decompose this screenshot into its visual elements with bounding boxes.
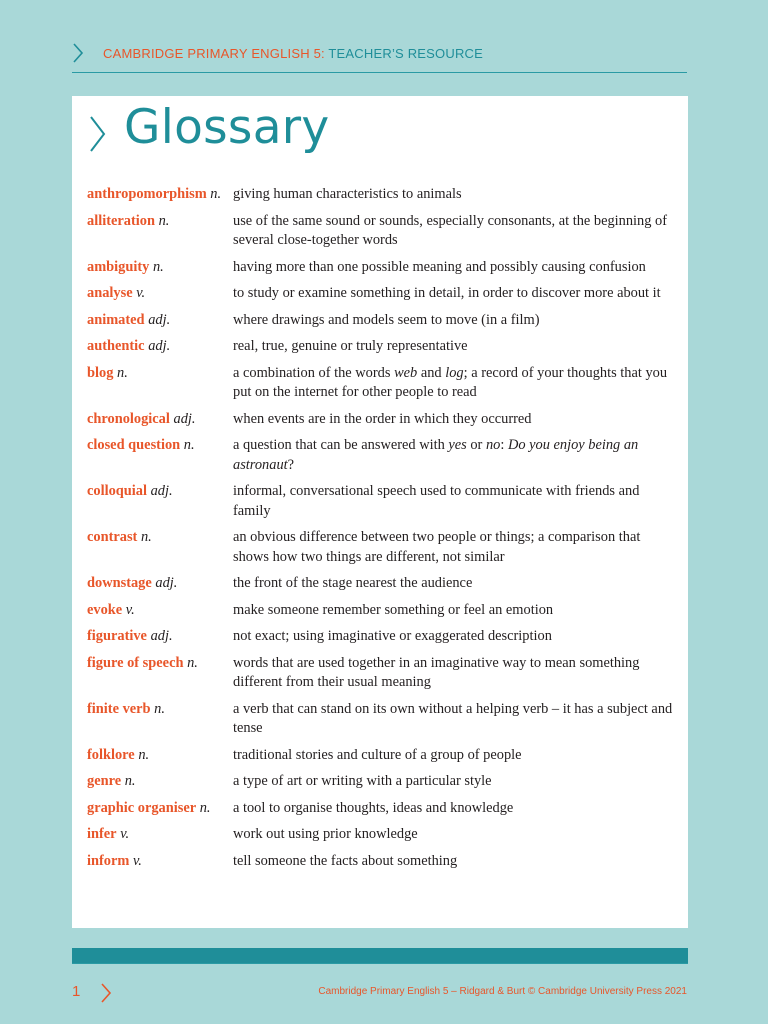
term-word: contrast <box>87 529 138 545</box>
header-title-resource: TEACHER’S RESOURCE <box>324 46 483 61</box>
glossary-definition: use of the same sound or sounds, especially consonants, at the beginning of several close-together words <box>233 212 668 248</box>
term-part-of-speech: n. <box>138 746 150 763</box>
term-part-of-speech: n. <box>152 258 164 275</box>
term-part-of-speech: n. <box>124 773 136 789</box>
glossary-entry <box>87 364 677 403</box>
glossary-term <box>87 185 233 205</box>
glossary-term <box>87 436 233 475</box>
term-part-of-speech: n. <box>199 799 211 816</box>
glossary-definition: traditional stories and culture of a group of people <box>233 746 522 763</box>
footer-divider <box>72 963 688 964</box>
glossary-definition: real, true, genuine or truly representative <box>233 338 468 354</box>
glossary-card <box>72 96 688 928</box>
glossary-definition: giving human characteristics to animals <box>233 186 462 202</box>
glossary-entry <box>87 852 677 872</box>
glossary-definition: the front of the stage nearest the audience <box>233 575 473 591</box>
term-part-of-speech: adj. <box>150 628 173 644</box>
term-part-of-speech: n. <box>117 364 128 381</box>
glossary-definition: a tool to organise thoughts, ideas and knowledge <box>233 799 514 816</box>
glossary-entry <box>87 528 677 567</box>
term-part-of-speech: adj. <box>148 338 171 354</box>
term-part-of-speech: adj. <box>150 483 173 499</box>
glossary-definition: a question that can be answered with yes or no: Do you enjoy being an astronaut? <box>233 437 639 473</box>
term-part-of-speech: n. <box>154 700 165 717</box>
glossary-term <box>87 311 233 331</box>
glossary-definition: make someone remember something or feel an emotion <box>233 601 554 618</box>
copyright-notice: Cambridge Primary English 5 – Ridgard & Burt © Cambridge University Press 2021 <box>318 986 687 997</box>
glossary-entry <box>87 436 677 475</box>
page-number: 1 <box>72 983 81 1000</box>
term-word: downstage <box>87 575 152 591</box>
term-word: finite verb <box>87 700 151 717</box>
term-word: closed question <box>87 437 181 453</box>
term-part-of-speech: v. <box>125 601 135 618</box>
glossary-entry <box>87 185 677 205</box>
glossary-term <box>87 601 233 621</box>
chevron-right-icon <box>88 114 108 154</box>
term-part-of-speech: n. <box>210 186 222 202</box>
glossary-definition: a combination of the words web and log; a record of your thoughts that you put on the internet for other people to read <box>233 364 668 400</box>
term-part-of-speech: n. <box>158 212 170 229</box>
term-word: colloquial <box>87 483 147 499</box>
glossary-term <box>87 337 233 357</box>
term-part-of-speech: adj. <box>173 410 196 427</box>
glossary-definition: when events are in the order in which they occurred <box>233 410 532 427</box>
term-word: chronological <box>87 410 170 427</box>
glossary-entry <box>87 410 677 430</box>
glossary-term <box>87 212 233 251</box>
term-word: folklore <box>87 746 135 763</box>
glossary-term <box>87 852 233 872</box>
header-title-book: CAMBRIDGE PRIMARY ENGLISH 5: <box>103 46 325 61</box>
term-word: figure of speech <box>87 654 184 671</box>
glossary-entry <box>87 574 677 594</box>
term-word: inform <box>87 852 130 869</box>
glossary-term <box>87 528 233 567</box>
glossary-entry <box>87 772 677 792</box>
glossary-entry <box>87 482 677 521</box>
glossary-definition: a type of art or writing with a particular style <box>233 773 492 789</box>
term-word: anthropomorphism <box>87 186 207 202</box>
glossary-entry <box>87 825 677 845</box>
glossary-entry <box>87 337 677 357</box>
term-word: alliteration <box>87 212 155 229</box>
term-part-of-speech: adj. <box>148 311 171 328</box>
term-word: graphic organiser <box>87 799 197 816</box>
glossary-entry <box>87 311 677 331</box>
glossary-definition: informal, conversational speech used to communicate with friends and family <box>233 483 640 519</box>
term-part-of-speech: adj. <box>155 575 178 591</box>
term-word: figurative <box>87 628 147 644</box>
glossary-entry <box>87 799 677 819</box>
glossary-term <box>87 654 233 693</box>
glossary-definition: not exact; using imaginative or exaggerated description <box>233 628 552 644</box>
glossary-entry <box>87 212 677 251</box>
header-title <box>103 46 483 61</box>
chevron-right-icon <box>72 42 84 64</box>
glossary-entry <box>87 258 677 278</box>
term-word: animated <box>87 311 145 328</box>
glossary-term <box>87 258 233 278</box>
running-header <box>72 40 687 73</box>
glossary-term <box>87 627 233 647</box>
glossary-term <box>87 799 233 819</box>
glossary-term <box>87 746 233 766</box>
glossary-list <box>87 185 677 878</box>
glossary-definition: words that are used together in an imaginative way to mean something different from their usual meaning <box>233 654 640 690</box>
glossary-definition: where drawings and models seem to move (in a film) <box>233 311 540 328</box>
glossary-term <box>87 772 233 792</box>
glossary-entry <box>87 746 677 766</box>
glossary-definition: work out using prior knowledge <box>233 826 418 842</box>
term-part-of-speech: v. <box>132 852 142 869</box>
glossary-term <box>87 700 233 739</box>
glossary-entry <box>87 654 677 693</box>
glossary-term <box>87 364 233 403</box>
term-part-of-speech: n. <box>187 654 198 671</box>
term-part-of-speech: v. <box>136 285 146 301</box>
term-word: authentic <box>87 338 145 354</box>
glossary-definition: to study or examine something in detail, in order to discover more about it <box>233 285 661 301</box>
glossary-entry <box>87 627 677 647</box>
footer-bar <box>72 948 688 963</box>
term-part-of-speech: n. <box>183 437 195 453</box>
glossary-definition: having more than one possible meaning and possibly causing confusion <box>233 258 646 275</box>
glossary-definition: an obvious difference between two people or things; a comparison that shows how two things are different, not similar <box>233 529 641 565</box>
glossary-term <box>87 574 233 594</box>
term-part-of-speech: v. <box>120 826 130 842</box>
glossary-term <box>87 482 233 521</box>
glossary-term <box>87 825 233 845</box>
page-title: Glossary <box>124 100 330 155</box>
glossary-entry <box>87 601 677 621</box>
term-word: analyse <box>87 285 133 301</box>
glossary-definition: tell someone the facts about something <box>233 852 458 869</box>
term-word: ambiguity <box>87 258 150 275</box>
term-word: blog <box>87 364 114 381</box>
glossary-entry <box>87 700 677 739</box>
term-word: genre <box>87 773 122 789</box>
term-part-of-speech: n. <box>140 529 152 545</box>
glossary-entry <box>87 284 677 304</box>
glossary-definition: a verb that can stand on its own without a helping verb – it has a subject and tense <box>233 700 673 736</box>
term-word: infer <box>87 826 117 842</box>
glossary-term <box>87 284 233 304</box>
term-word: evoke <box>87 601 123 618</box>
glossary-term <box>87 410 233 430</box>
chevron-right-icon <box>100 982 112 1004</box>
